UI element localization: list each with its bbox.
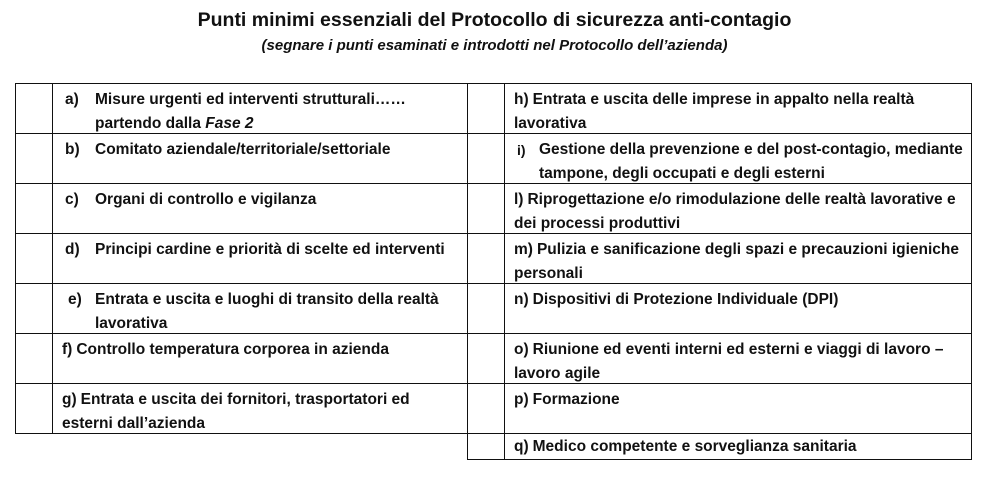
checklist-row-i [467, 134, 972, 184]
item-text: Controllo temperatura corporea in azienda [76, 341, 389, 358]
item-text: Riunione ed eventi interni ed esterni e viaggi di lavoro – lavoro agile [514, 341, 944, 382]
checkbox-cell[interactable] [16, 134, 53, 183]
checklist-row-l [467, 184, 972, 234]
checkbox-cell[interactable] [468, 134, 505, 183]
item-text: Formazione [532, 391, 620, 408]
item-label: c) [65, 191, 79, 208]
page-subtitle: (segnare i punti esaminati e introdotti nel Protocollo dell’azienda) [261, 37, 728, 54]
checkbox-cell[interactable] [468, 334, 505, 383]
item-text: Misure urgenti ed interventi strutturali……partendo dalla [95, 91, 406, 132]
item-text: Dispositivi di Protezione Individuale (DPI) [532, 291, 839, 308]
item-text-italic: Fase 2 [205, 115, 254, 132]
item-text: Pulizia e sanificazione degli spazi e precauzioni igieniche personali [514, 241, 960, 282]
item-label: b) [65, 141, 80, 158]
checkbox-cell[interactable] [16, 234, 53, 283]
item-text: Medico competente e sorveglianza sanitaria [532, 438, 857, 455]
checkbox-cell[interactable] [16, 384, 53, 433]
checkbox-cell[interactable] [468, 84, 505, 133]
checkbox-cell[interactable] [468, 434, 505, 459]
item-label: i) [517, 142, 526, 158]
checklist-row-n [467, 284, 972, 334]
checklist-row-b [15, 134, 467, 184]
checklist-row-c [15, 184, 467, 234]
item-text: Principi cardine e priorità di scelte ed interventi [95, 241, 445, 258]
checklist-row-h [467, 83, 972, 134]
checkbox-cell[interactable] [16, 334, 53, 383]
item-label: p) [514, 391, 529, 408]
item-label: l) [514, 191, 524, 208]
checkbox-cell[interactable] [468, 284, 505, 333]
page-title: Punti minimi essenziali del Protocollo di sicurezza anti-contagio [197, 9, 792, 31]
item-label: m) [514, 241, 533, 258]
checklist-row-d [15, 234, 467, 284]
item-text: Entrata e uscita delle imprese in appalto nella realtà lavorativa [514, 91, 915, 132]
checkbox-cell[interactable] [468, 184, 505, 233]
checklist-row-m [467, 234, 972, 284]
item-label: n) [514, 291, 529, 308]
item-text: Comitato aziendale/territoriale/settoriale [95, 141, 391, 158]
checkbox-cell[interactable] [468, 384, 505, 433]
checkbox-cell[interactable] [16, 184, 53, 233]
checklist-row-o [467, 334, 972, 384]
item-text: Entrata e uscita e luoghi di transito della realtà lavorativa [95, 291, 439, 332]
checkbox-cell[interactable] [16, 284, 53, 333]
checklist-row-e [15, 284, 467, 334]
checkbox-cell[interactable] [16, 84, 53, 133]
item-label: f) [62, 341, 73, 358]
item-label: o) [514, 341, 529, 358]
item-label: g) [62, 391, 77, 408]
checkbox-cell[interactable] [468, 234, 505, 283]
item-label: d) [65, 241, 80, 258]
item-label: e) [68, 291, 82, 308]
checklist-row-q [467, 434, 972, 460]
checklist-row-a [15, 83, 467, 134]
item-label: h) [514, 91, 529, 108]
checklist-row-p [467, 384, 972, 434]
checklist-row-f [15, 334, 467, 384]
checklist-left [15, 83, 467, 434]
item-text: Riprogettazione e/o rimodulazione delle realtà lavorative e dei processi produttivi [514, 191, 956, 232]
item-text: Gestione della prevenzione e del post-contagio, mediante tampone, degli occupati e degli esterni [539, 141, 963, 182]
checklist-row-g [15, 384, 467, 434]
item-text: Organi di controllo e vigilanza [95, 191, 317, 208]
item-label: q) [514, 438, 529, 455]
item-text: Entrata e uscita dei fornitori, trasportatori ed esterni dall’azienda [62, 391, 410, 432]
item-label: a) [65, 91, 79, 108]
checklist-right [467, 83, 972, 460]
